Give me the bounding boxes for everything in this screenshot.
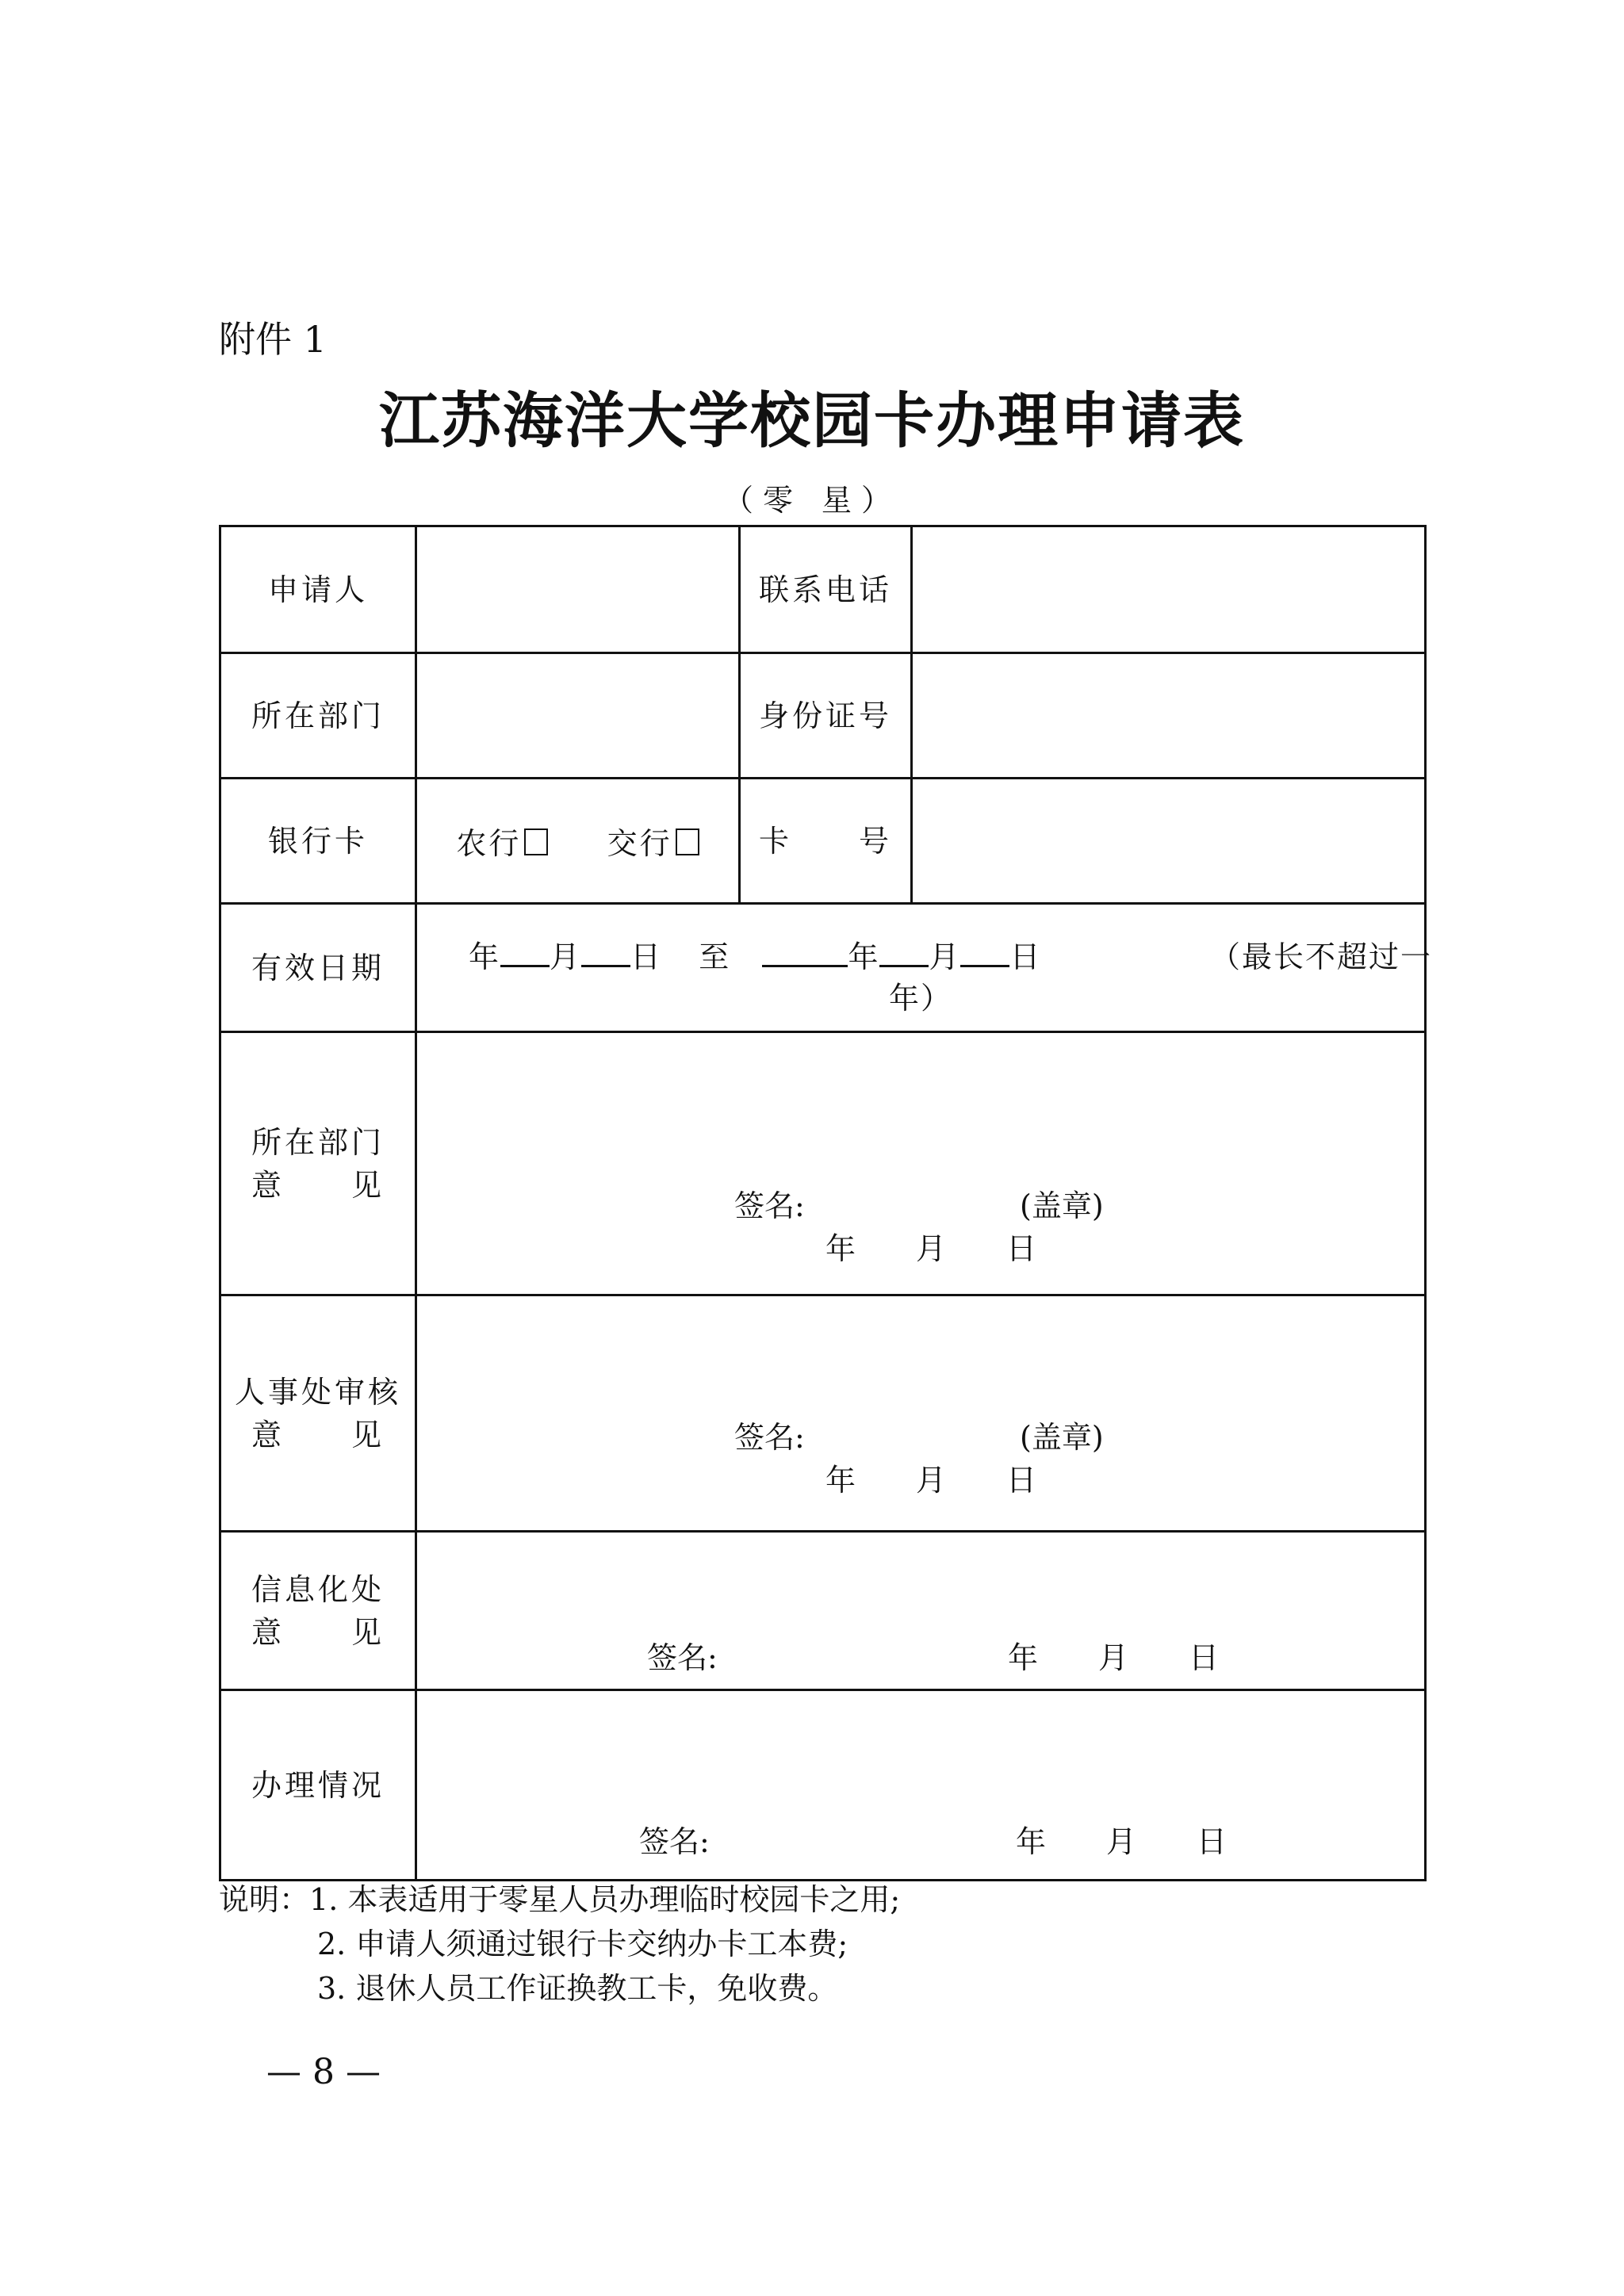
note-item-2: 2. 申请人须通过银行卡交纳办卡工本费; [317,1927,848,1961]
bank-option-bocom-checkbox[interactable] [676,828,699,855]
id-number-label: 身份证号 [740,653,912,779]
department-seal-label: (盖章) [1020,1188,1104,1223]
validity-note-line2: 年） [889,980,953,1016]
row-department [220,653,1426,779]
row-bank-card [220,779,1426,904]
bank-option-abc-checkbox[interactable] [524,828,548,855]
department-opinion-field[interactable] [416,1032,1426,1295]
info-opinion-date: 年 月 日 [1008,1640,1220,1675]
hr-opinion-date: 年 月 日 [825,1462,1037,1498]
id-number-field[interactable] [912,653,1426,779]
hr-sign-label: 签名: [734,1419,805,1455]
validity-start-day: 日 [630,939,663,974]
validity-end-month-blank[interactable] [879,938,929,967]
validity-end-day: 日 [1009,939,1042,974]
validity-start-month: 月 [550,939,582,974]
hr-opinion-field[interactable] [416,1295,1426,1532]
info-sign-label: 签名: [647,1640,718,1675]
applicant-field[interactable] [416,526,740,653]
validity-note-line1: （最长不超过一 [1210,939,1433,974]
row-info-opinion [220,1532,1426,1690]
department-opinion-label-line2: 意 见 [251,1167,385,1203]
card-number-label: 卡 号 [740,779,912,904]
info-opinion-label-line1: 信息化处 [251,1571,385,1607]
hr-opinion-label [220,1295,416,1532]
applicant-label: 申请人 [220,526,416,653]
department-opinion-label-line1: 所在部门 [251,1124,385,1160]
notes-section [219,1877,900,2011]
row-processing [220,1690,1426,1881]
validity-field[interactable] [416,904,1433,1032]
validity-start-day-blank[interactable] [581,938,630,967]
page-number: — 8 — [266,2052,381,2092]
validity-to: 至 [699,939,731,974]
processing-date: 年 月 日 [1016,1823,1228,1859]
department-opinion-date: 年 月 日 [825,1230,1037,1266]
department-opinion-label [220,1032,416,1295]
document-subtitle: （零 星） [722,483,902,518]
bank-option-abc-label: 农行 [456,826,522,861]
note-item-1: 1. 本表适用于零星人员办理临时校园卡之用; [309,1882,901,1917]
validity-end-year: 年 [848,939,880,974]
validity-end-year-blank[interactable] [762,938,848,967]
bank-options [416,779,740,904]
row-applicant [220,526,1426,653]
department-sign-label: 签名: [734,1188,805,1223]
processing-field[interactable] [416,1690,1426,1881]
validity-end-month: 月 [929,939,961,974]
attachment-label: 附件 1 [219,318,327,361]
row-department-opinion [220,1032,1426,1295]
processing-sign-label: 签名: [639,1823,710,1859]
validity-start-year: 年 [469,939,501,974]
info-opinion-field[interactable] [416,1532,1426,1690]
row-validity [220,904,1426,1032]
validity-start-month-blank[interactable] [500,938,550,967]
row-hr-opinion [220,1295,1426,1532]
hr-seal-label: (盖章) [1020,1419,1104,1455]
phone-label: 联系电话 [740,526,912,653]
hr-opinion-label-line2: 意 见 [251,1417,385,1452]
info-opinion-label [220,1532,416,1690]
department-field[interactable] [416,653,740,779]
department-label: 所在部门 [220,653,416,779]
bank-card-label: 银行卡 [220,779,416,904]
validity-label: 有效日期 [220,904,416,1032]
document-title: 江苏海洋大学校园卡办理申请表 [379,385,1245,456]
processing-label: 办理情况 [220,1690,416,1881]
note-item-3: 3. 退休人员工作证换教工卡，免收费。 [317,1971,838,2006]
info-opinion-label-line2: 意 见 [251,1614,385,1650]
card-number-field[interactable] [912,779,1426,904]
phone-field[interactable] [912,526,1426,653]
notes-prefix: 说明： [219,1882,310,1917]
bank-option-bocom-label: 交行 [607,826,672,861]
application-form-table [219,525,1433,1881]
hr-opinion-label-line1: 人事处审核 [234,1374,401,1410]
validity-end-day-blank[interactable] [960,938,1009,967]
